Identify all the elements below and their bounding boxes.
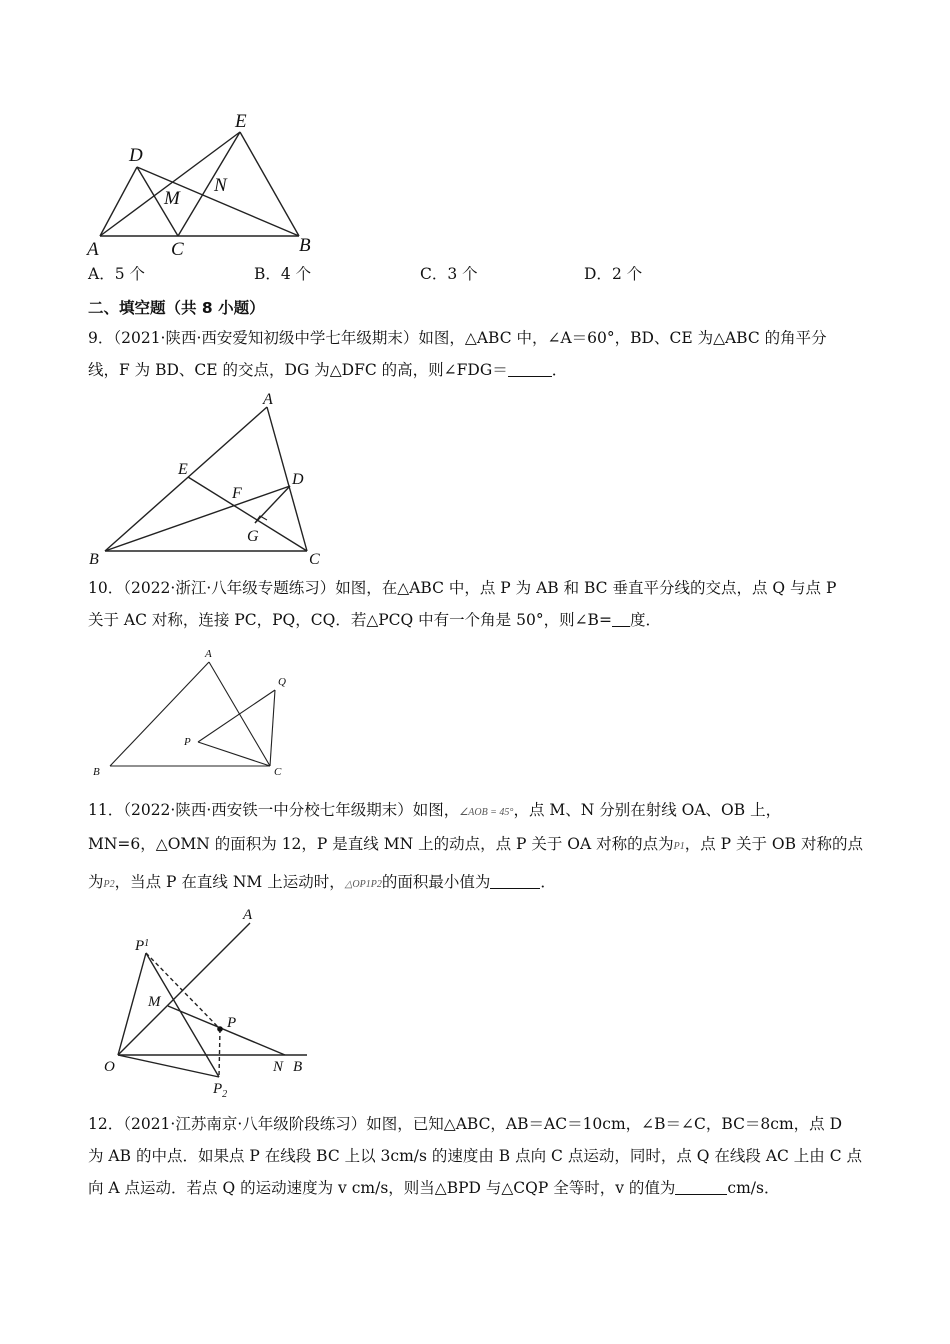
label-C: C	[171, 239, 184, 260]
q10-text-line1: 10．（2022·浙江·八年级专题练习）如图，在△ABC 中，点 P 为 AB 和 BC 垂直平分线的交点，点 Q 与点 P	[88, 579, 837, 597]
segment-BD	[105, 486, 290, 551]
q11-text-line3: 为P2，当点 P 在直线 NM 上运动时，△OP1P2的面积最小值为 ．	[88, 873, 556, 891]
q8-option-a[interactable]: A．5 个	[88, 265, 145, 283]
label-N: N	[214, 175, 227, 196]
q11-answer-blank[interactable]	[490, 874, 540, 889]
figure-q10	[85, 642, 305, 782]
segment-AD	[100, 167, 137, 236]
q12-text-line3: 向 A 点运动．若点 Q 的运动速度为 v cm/s，则当△BPD 与△CQP 全等时，v 的值为 cm/s．	[88, 1179, 780, 1197]
q12-text-line1: 12．（2021·江苏南京·八年级阶段练习）如图，已知△ABC，AB＝AC＝10cm，∠B＝∠C，BC＝8cm，点 D	[88, 1115, 843, 1133]
segment-EC	[178, 132, 240, 236]
q12-text-line2: 为 AB 的中点．如果点 P 在线段 BC 上以 3cm/s 的速度由 B 点向 C 点运动，同时，点 Q 在线段 AC 上由 C 点	[88, 1147, 863, 1165]
label-A: A	[87, 239, 99, 260]
label-Q: Q	[278, 676, 286, 688]
label-M: M	[164, 188, 180, 209]
angle-aob-image: ∠AOB = 45°	[459, 807, 514, 818]
label-M: M	[148, 994, 161, 1010]
label-C: C	[274, 766, 282, 778]
label-P2: $P_2$	[213, 1081, 228, 1100]
p1-image: P1	[673, 841, 685, 852]
q9-text-line1: 9．（2021·陕西·西安爱知初级中学七年级期末）如图，△ABC 中，∠A＝60°，BD、CE 为△ABC 的角平分	[88, 329, 827, 347]
segment-OP1	[118, 953, 146, 1055]
q11-text-line2: MN=6，△OMN 的面积为 12，P 是直线 MN 上的动点，点 P 关于 OA 对称的点为P1，点 P 关于 OB 对称的点	[88, 835, 863, 853]
label-E: E	[178, 461, 188, 478]
label-P: P	[184, 736, 191, 748]
segment-BA	[110, 662, 209, 766]
label-P: P	[227, 1015, 237, 1031]
segment-OP2	[118, 1055, 219, 1077]
label-B: B	[89, 551, 99, 568]
q12-answer-blank[interactable]	[675, 1180, 727, 1195]
label-B: B	[93, 766, 100, 778]
label-A: A	[243, 907, 253, 923]
q8-option-c[interactable]: C．3 个	[420, 265, 478, 283]
label-G: G	[247, 528, 259, 545]
segment-P1P2	[146, 953, 219, 1077]
label-F: F	[232, 485, 242, 502]
label-E: E	[235, 111, 247, 132]
label-B: B	[299, 235, 311, 256]
q10-answer-blank[interactable]	[612, 612, 630, 627]
figure-q8	[85, 105, 325, 260]
q8-options	[88, 262, 868, 288]
section-heading: 二、填空题（共 8 小题）	[88, 299, 265, 317]
label-A: A	[205, 648, 212, 660]
point-P	[217, 1026, 223, 1032]
label-N: N	[273, 1059, 284, 1075]
segment-PQ	[198, 690, 275, 742]
dashed-PP2	[219, 1029, 220, 1077]
q9-answer-blank[interactable]	[508, 362, 552, 377]
figure-q9	[85, 388, 335, 568]
label-P1: $P^1$	[135, 938, 150, 954]
q10-text-line2: 关于 AC 对称，连接 PC，PQ，CQ．若△PCQ 中有一个角是 50°，则∠B= 度．	[88, 611, 661, 629]
label-D: D	[292, 471, 304, 488]
figure-q11	[95, 905, 325, 1100]
p2-image: P2	[103, 879, 115, 890]
label-A: A	[263, 391, 273, 408]
segment-EB	[240, 132, 299, 236]
q8-option-b[interactable]: B．4 个	[254, 265, 312, 283]
q9-text-line2: 线，F 为 BD、CE 的交点，DG 为△DFC 的高，则∠FDG＝ ．	[88, 361, 568, 379]
q8-option-d[interactable]: D．2 个	[584, 265, 643, 283]
segment-PC	[198, 742, 270, 766]
label-O: O	[104, 1059, 115, 1075]
triangle-op1p2-image: △OP1P2	[344, 879, 382, 890]
label-B: B	[293, 1059, 303, 1075]
label-D: D	[129, 145, 143, 166]
segment-BA	[105, 407, 267, 551]
segment-QC	[270, 690, 275, 766]
label-C: C	[309, 551, 320, 568]
q11-text-line1: 11．（2022·陕西·西安铁一中分校七年级期末）如图，∠AOB = 45°，点 M、N 分别在射线 OA、OB 上，	[88, 801, 782, 819]
